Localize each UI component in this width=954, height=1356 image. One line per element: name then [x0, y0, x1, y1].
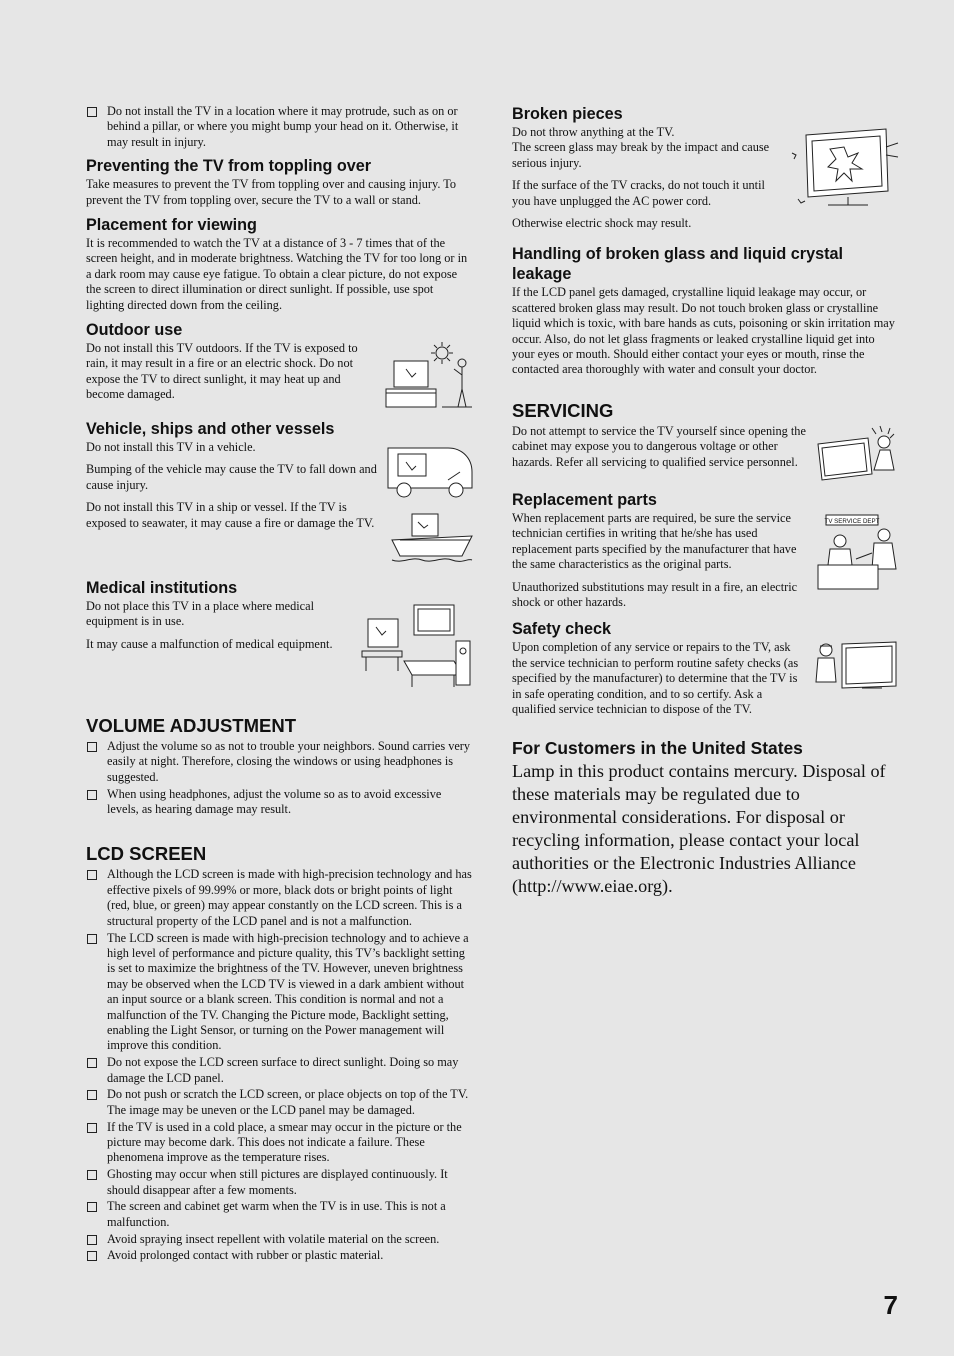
- broken-text-1b: The screen glass may break by the impact and cause serious injury.: [512, 140, 770, 170]
- glass-heading: Handling of broken glass and liquid crystal leakage: [512, 245, 843, 284]
- toppling-text: Take measures to prevent the TV from toppling over and causing injury. To prevent the TV from toppling over, secure the TV to a wall or stand.: [86, 177, 457, 207]
- intro-bullet-list: [86, 104, 474, 150]
- broken-text-2: If the surface of the TV cracks, do not touch it until you have unplugged the AC power cord.: [512, 178, 765, 208]
- outdoor-text: Do not install this TV outdoors. If the TV is exposed to rain, it may result in a fire or an electric shock. Do not expose the TV to direct sunlight, it may heat up and become damaged.: [86, 341, 358, 402]
- volume-bullet: When using headphones, adjust the volume so as to avoid excessive levels, as hearing damage may result.: [86, 787, 474, 818]
- placement-text: It is recommended to watch the TV at a distance of 3 - 7 times that of the screen height, and in moderate brightness. Watching the TV for too long or in a dark room may cause eye fatigue. To obtain a clear picture, do not expose the screen to direct illumination or direct sunlight. If possible, use spot lighting directed down from the ceiling.: [86, 236, 468, 312]
- lcd-bullet: The screen and cabinet get warm when the TV is in use. This is not a malfunction.: [86, 1199, 474, 1230]
- vehicle-text-1: Do not install this TV in a vehicle.: [86, 440, 256, 455]
- lcd-bullet: Avoid spraying insect repellent with volatile material on the screen.: [86, 1232, 474, 1247]
- vehicle-heading: Vehicle, ships and other vessels: [86, 420, 335, 439]
- replacement-text-1: When replacement parts are required, be sure the service technician certifies in writing that he/she has used replacement parts specified by the manufacturer that have the same characteristics as the original parts.: [512, 510, 797, 572]
- lcd-bullet: Although the LCD screen is made with high-precision technology and has effective pixels of 99.99% or more, black dots or bright points of light (red, blue, or green) may appear constantly on the LCD screen. This is a structural property of the LCD panel and is not a malfunction.: [86, 867, 474, 929]
- volume-bullet: Adjust the volume so as not to trouble your neighbors. Sound carries very easily at night. Therefore, closing the windows or using headphones is suggested.: [86, 739, 474, 785]
- lcd-bullet: Do not push or scratch the LCD screen, or place objects on top of the TV. The image may be uneven or the LCD panel may be damaged.: [86, 1087, 474, 1118]
- replacement-heading: Replacement parts: [512, 490, 657, 509]
- placement-heading: Placement for viewing: [86, 216, 257, 235]
- right-column: [512, 104, 900, 905]
- volume-heading: VOLUME ADJUSTMENT: [86, 715, 297, 737]
- vehicle-text-2: Bumping of the vehicle may cause the TV to fall down and cause injury.: [86, 462, 377, 492]
- lcd-bullet: Avoid prolonged contact with rubber or plastic material.: [86, 1248, 474, 1263]
- broken-text-3: Otherwise electric shock may result.: [512, 216, 692, 231]
- replacement-illustration: [816, 513, 900, 591]
- broken-text-1a: Do not throw anything at the TV.: [512, 125, 675, 139]
- outdoor-heading: Outdoor use: [86, 321, 183, 340]
- vehicle-text-3: Do not install this TV in a ship or vessel. If the TV is exposed to seawater, it may cause a fire or damage the TV.: [86, 500, 375, 530]
- us-heading: For Customers in the United States: [512, 738, 803, 759]
- medical-illustration: [356, 601, 474, 693]
- safety-heading: Safety check: [512, 620, 611, 639]
- medical-text-2: It may cause a malfunction of medical equipment.: [86, 636, 333, 651]
- lcd-bullet: Do not expose the LCD screen surface to direct sunlight. Doing so may damage the LCD panel.: [86, 1055, 474, 1086]
- replacement-text-2: Unauthorized substitutions may result in a fire, an electric shock or other hazards.: [512, 579, 798, 609]
- glass-text: If the LCD panel gets damaged, crystalline liquid leakage may occur, or scattered broken glass may result. Do not touch broken glass or crystalline liquid which is toxic, with bare hands as cuts, poisoning or skin irritation may occur. Also, do not let glass fragments or leaked crystalline liquid get into your eyes or mouth. Should either contact your eyes or mouth, rinse the contacted area thoroughly with water and consult your doctor.: [512, 285, 895, 377]
- safety-text: Upon completion of any service or repairs to the TV, ask the service technician to perform routine safety checks (as specified by the manufacturer) to determine that the TV is in safe operating condition, and to so certify. Ask a qualified service technician to dispose of the TV.: [512, 640, 799, 716]
- intro-bullet: Do not install the TV in a location where it may protrude, such as on or behind a pillar, or where you might bump your head on it. Otherwise, it may result in injury.: [86, 104, 474, 150]
- vehicle-illustration: [384, 440, 474, 570]
- servicing-heading: SERVICING: [512, 399, 614, 421]
- us-text: Lamp in this product contains mercury. Disposal of these materials may be regulated due to environmental considerations. For disposal or recycling information, please contact your local authorities or the Electronic Industries Alliance (http://www.eiae.org).: [512, 761, 886, 897]
- medical-heading: Medical institutions: [86, 579, 238, 598]
- lcd-heading: LCD SCREEN: [86, 843, 207, 865]
- toppling-heading: Preventing the TV from toppling over: [86, 157, 372, 176]
- servicing-illustration: [814, 424, 900, 486]
- lcd-bullet: If the TV is used in a cold place, a smear may occur in the picture or the picture may become dark. This does not indicate a failure. These phenomena improve as the temperature rises.: [86, 1120, 474, 1166]
- page-number: 7: [883, 1290, 898, 1320]
- broken-heading: Broken pieces: [512, 105, 623, 123]
- safety-illustration: [812, 640, 900, 694]
- volume-bullet-list: [86, 739, 474, 817]
- lcd-bullet: Ghosting may occur when still pictures are displayed continuously. It should disappear after a few moments.: [86, 1167, 474, 1198]
- lcd-bullet: The LCD screen is made with high-precision technology and to achieve a high level of performance and picture quality, this TV’s backlight setting is set to maximize the brightness of the TV. However, uneven brightness may be observed when the LCD TV is viewed in a dark ambient without an input source or a blank screen. This condition is normal and not a malfunction of the TV. Changing the Picture mode, Backlight setting, enabling the Light Sensor, or turning on the Power management will improve this condition.: [86, 931, 474, 1054]
- outdoor-illustration: [382, 341, 474, 411]
- lcd-bullet-list: [86, 867, 474, 1263]
- service-dept-sign: TV SERVICE DEPT: [824, 517, 880, 525]
- servicing-text: Do not attempt to service the TV yourself since opening the cabinet may expose you to dangerous voltage or other hazards. Refer all servicing to qualified service personnel.: [512, 423, 806, 469]
- broken-tv-illustration: [788, 125, 900, 211]
- left-column: [86, 104, 474, 1270]
- medical-text-1: Do not place this TV in a place where medical equipment is in use.: [86, 599, 314, 629]
